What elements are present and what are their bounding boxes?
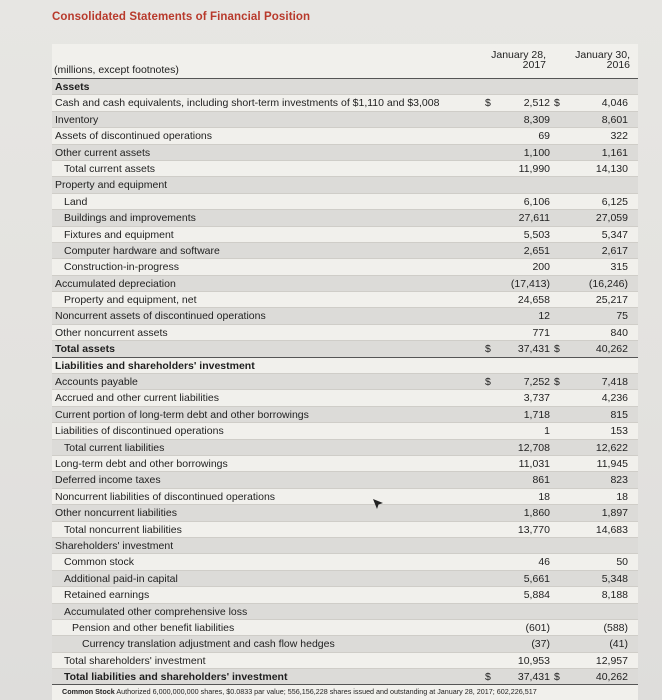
- table-row: [52, 276, 638, 292]
- row-label: Common stock: [64, 556, 135, 569]
- table-row: [52, 390, 638, 406]
- value-2016: (16,246): [588, 277, 628, 290]
- row-label: Liabilities and shareholders' investment: [55, 359, 255, 372]
- row-label: Cash and cash equivalents, including short-term investments of $1,110 and $3,008: [55, 97, 440, 110]
- value-2017: 861: [532, 474, 550, 487]
- value-2016: 14,683: [595, 523, 628, 536]
- table-row: [52, 653, 638, 669]
- row-label: Liabilities of discontinued operations: [55, 425, 224, 438]
- table-row: [52, 341, 638, 357]
- table-row: [52, 620, 638, 636]
- mouse-pointer-icon: [372, 498, 384, 510]
- value-2016: 14,130: [595, 162, 628, 175]
- value-2017: 46: [538, 556, 550, 569]
- value-2017: 771: [532, 326, 550, 339]
- value-2017: 11,031: [518, 457, 550, 470]
- table-row: [52, 407, 638, 423]
- value-2016: 823: [610, 474, 628, 487]
- currency-2017: $: [485, 671, 491, 684]
- row-label: Buildings and improvements: [64, 212, 196, 225]
- value-2017: (17,413): [510, 277, 550, 290]
- value-2017: 12: [538, 310, 550, 323]
- row-label: Total shareholders' investment: [64, 654, 206, 667]
- value-2017: 10,953: [517, 654, 550, 667]
- table-row: [52, 604, 638, 620]
- row-label: Assets of discontinued operations: [55, 130, 213, 143]
- row-label: Shareholders' investment: [55, 539, 174, 552]
- page-title: Consolidated Statements of Financial Position: [52, 11, 311, 23]
- value-2016: 12,957: [595, 654, 628, 667]
- value-2016: 4,236: [601, 392, 628, 405]
- table-row: [52, 538, 638, 554]
- value-2016: 6,125: [601, 195, 628, 208]
- column-header-2017: [476, 50, 546, 70]
- row-label: Noncurrent assets of discontinued operations: [55, 310, 266, 323]
- table-row: [52, 489, 638, 505]
- table-row: [52, 587, 638, 603]
- table-row: [52, 259, 638, 275]
- value-2017: 5,884: [523, 589, 550, 602]
- value-2016: 840: [610, 326, 628, 339]
- column-header-2017-line1: January 28,: [491, 49, 546, 61]
- row-label: Long-term debt and other borrowings: [55, 457, 228, 470]
- value-2016: 153: [610, 425, 628, 438]
- value-2016: 25,217: [595, 294, 628, 307]
- row-label: Computer hardware and software: [64, 244, 220, 257]
- value-2017: 5,503: [523, 228, 550, 241]
- value-2016: 315: [610, 261, 628, 274]
- table-row: [52, 308, 638, 324]
- value-2017: 3,737: [523, 392, 550, 405]
- table-row: [52, 440, 638, 456]
- footnote-lead: Common Stock: [62, 687, 115, 696]
- value-2016: 12,622: [595, 441, 628, 454]
- currency-2016: $: [554, 671, 560, 684]
- table-row: [52, 243, 638, 259]
- currency-2017: $: [485, 97, 491, 110]
- row-label: Other noncurrent assets: [55, 326, 168, 339]
- value-2017: 5,661: [523, 572, 550, 585]
- footnote-text: Authorized 6,000,000,000 shares, $0.0833 par value; 556,156,228 shares issued and outstanding at January 28, 2017; 602,226,517: [114, 687, 537, 696]
- row-label: Currency translation adjustment and cash flow hedges: [82, 638, 335, 651]
- value-2016: 7,418: [601, 376, 628, 389]
- row-label: Accumulated other comprehensive loss: [64, 605, 248, 618]
- table-row: [52, 505, 638, 521]
- value-2017: 37,431: [517, 343, 550, 356]
- table-row: [52, 112, 638, 128]
- table-row: [52, 554, 638, 570]
- table-row: [52, 79, 638, 95]
- row-label: Total current assets: [64, 162, 156, 175]
- value-2016: 18: [616, 490, 628, 503]
- value-2016: 5,347: [601, 228, 628, 241]
- row-label: Accrued and other current liabilities: [55, 392, 220, 405]
- row-label: Land: [64, 195, 88, 208]
- value-2016: 8,601: [601, 113, 628, 126]
- row-label: Total liabilities and shareholders' investment: [64, 671, 288, 684]
- value-2016: 50: [616, 556, 628, 569]
- table-row: [52, 374, 638, 390]
- row-label: Deferred income taxes: [55, 474, 161, 487]
- currency-2016: $: [554, 343, 560, 356]
- value-2017: 1,718: [523, 408, 550, 421]
- table-row: [52, 423, 638, 439]
- row-label: Noncurrent liabilities of discontinued operations: [55, 490, 276, 503]
- table-row: [52, 161, 638, 177]
- table-header: [52, 44, 638, 78]
- row-label: Other noncurrent liabilities: [55, 507, 177, 520]
- currency-2017: $: [485, 343, 491, 356]
- column-header-2016: [560, 50, 630, 70]
- value-2016: 5,348: [601, 572, 628, 585]
- value-2017: 69: [538, 130, 550, 143]
- value-2017: 200: [532, 261, 550, 274]
- value-2016: 1,161: [601, 146, 628, 159]
- column-header-2016-line1: January 30,: [575, 49, 630, 61]
- value-2017: 27,611: [518, 212, 550, 225]
- column-header-2017-line2: 2017: [522, 59, 546, 71]
- column-header-2016-line2: 2016: [606, 59, 630, 71]
- currency-2016: $: [554, 97, 560, 110]
- value-2016: (41): [609, 638, 628, 651]
- value-2017: 1,100: [523, 146, 550, 159]
- table-row: [52, 669, 638, 685]
- value-2017: 37,431: [517, 671, 550, 684]
- row-label: Total noncurrent liabilities: [64, 523, 182, 536]
- value-2017: 8,309: [523, 113, 550, 126]
- value-2016: 40,262: [595, 343, 628, 356]
- row-label: Other current assets: [55, 146, 151, 159]
- currency-2017: $: [485, 376, 491, 389]
- table-row: [52, 456, 638, 472]
- value-2017: 7,252: [523, 376, 550, 389]
- row-label: Inventory: [55, 113, 99, 126]
- row-label: Retained earnings: [64, 589, 150, 602]
- value-2017: 12,708: [517, 441, 550, 454]
- value-2016: 322: [610, 130, 628, 143]
- value-2016: 75: [616, 310, 628, 323]
- value-2017: 11,990: [518, 162, 550, 175]
- table-row: [52, 210, 638, 226]
- table-row: [52, 128, 638, 144]
- value-2017: 2,512: [523, 97, 550, 110]
- table-row: [52, 177, 638, 193]
- row-label: Property and equipment: [55, 179, 168, 192]
- row-label: Fixtures and equipment: [64, 228, 174, 241]
- value-2017: 1: [544, 425, 550, 438]
- value-2016: 8,188: [601, 589, 628, 602]
- table-row: [52, 522, 638, 538]
- table-row: [52, 95, 638, 111]
- table-row: [52, 145, 638, 161]
- value-2017: 13,770: [517, 523, 550, 536]
- row-label: Pension and other benefit liabilities: [72, 621, 235, 634]
- statement-table: [52, 79, 638, 685]
- table-row: [52, 636, 638, 652]
- value-2016: 1,897: [601, 507, 628, 520]
- table-row: [52, 358, 638, 374]
- row-label: Additional paid-in capital: [64, 572, 178, 585]
- value-2017: 1,860: [523, 507, 550, 520]
- value-2016: 40,262: [595, 671, 628, 684]
- value-2016: (588): [603, 621, 628, 634]
- value-2017: 24,658: [517, 294, 550, 307]
- row-label: Assets: [55, 81, 90, 93]
- row-label: Total assets: [55, 343, 115, 356]
- row-label: Construction-in-progress: [64, 261, 179, 274]
- table-row: [52, 194, 638, 210]
- table-row: [52, 325, 638, 341]
- value-2017: 2,651: [523, 244, 550, 257]
- row-label: Accounts payable: [55, 376, 138, 389]
- table-row: [52, 227, 638, 243]
- value-2016: 815: [610, 408, 628, 421]
- value-2017: (601): [525, 621, 550, 634]
- value-2016: 27,059: [595, 212, 628, 225]
- value-2017: 18: [538, 490, 550, 503]
- units-label: (millions, except footnotes): [54, 64, 179, 76]
- currency-2016: $: [554, 376, 560, 389]
- table-row: [52, 472, 638, 488]
- table-row: [52, 292, 638, 308]
- row-label: Property and equipment, net: [64, 294, 197, 307]
- value-2016: 11,945: [596, 457, 628, 470]
- row-label: Current portion of long-term debt and other borrowings: [55, 408, 309, 421]
- row-label: Total current liabilities: [64, 441, 165, 454]
- footnote: [62, 687, 537, 696]
- value-2017: 6,106: [523, 195, 550, 208]
- value-2017: (37): [531, 638, 550, 651]
- value-2016: 4,046: [601, 97, 628, 110]
- row-label: Accumulated depreciation: [55, 277, 176, 290]
- table-row: [52, 571, 638, 587]
- value-2016: 2,617: [601, 244, 628, 257]
